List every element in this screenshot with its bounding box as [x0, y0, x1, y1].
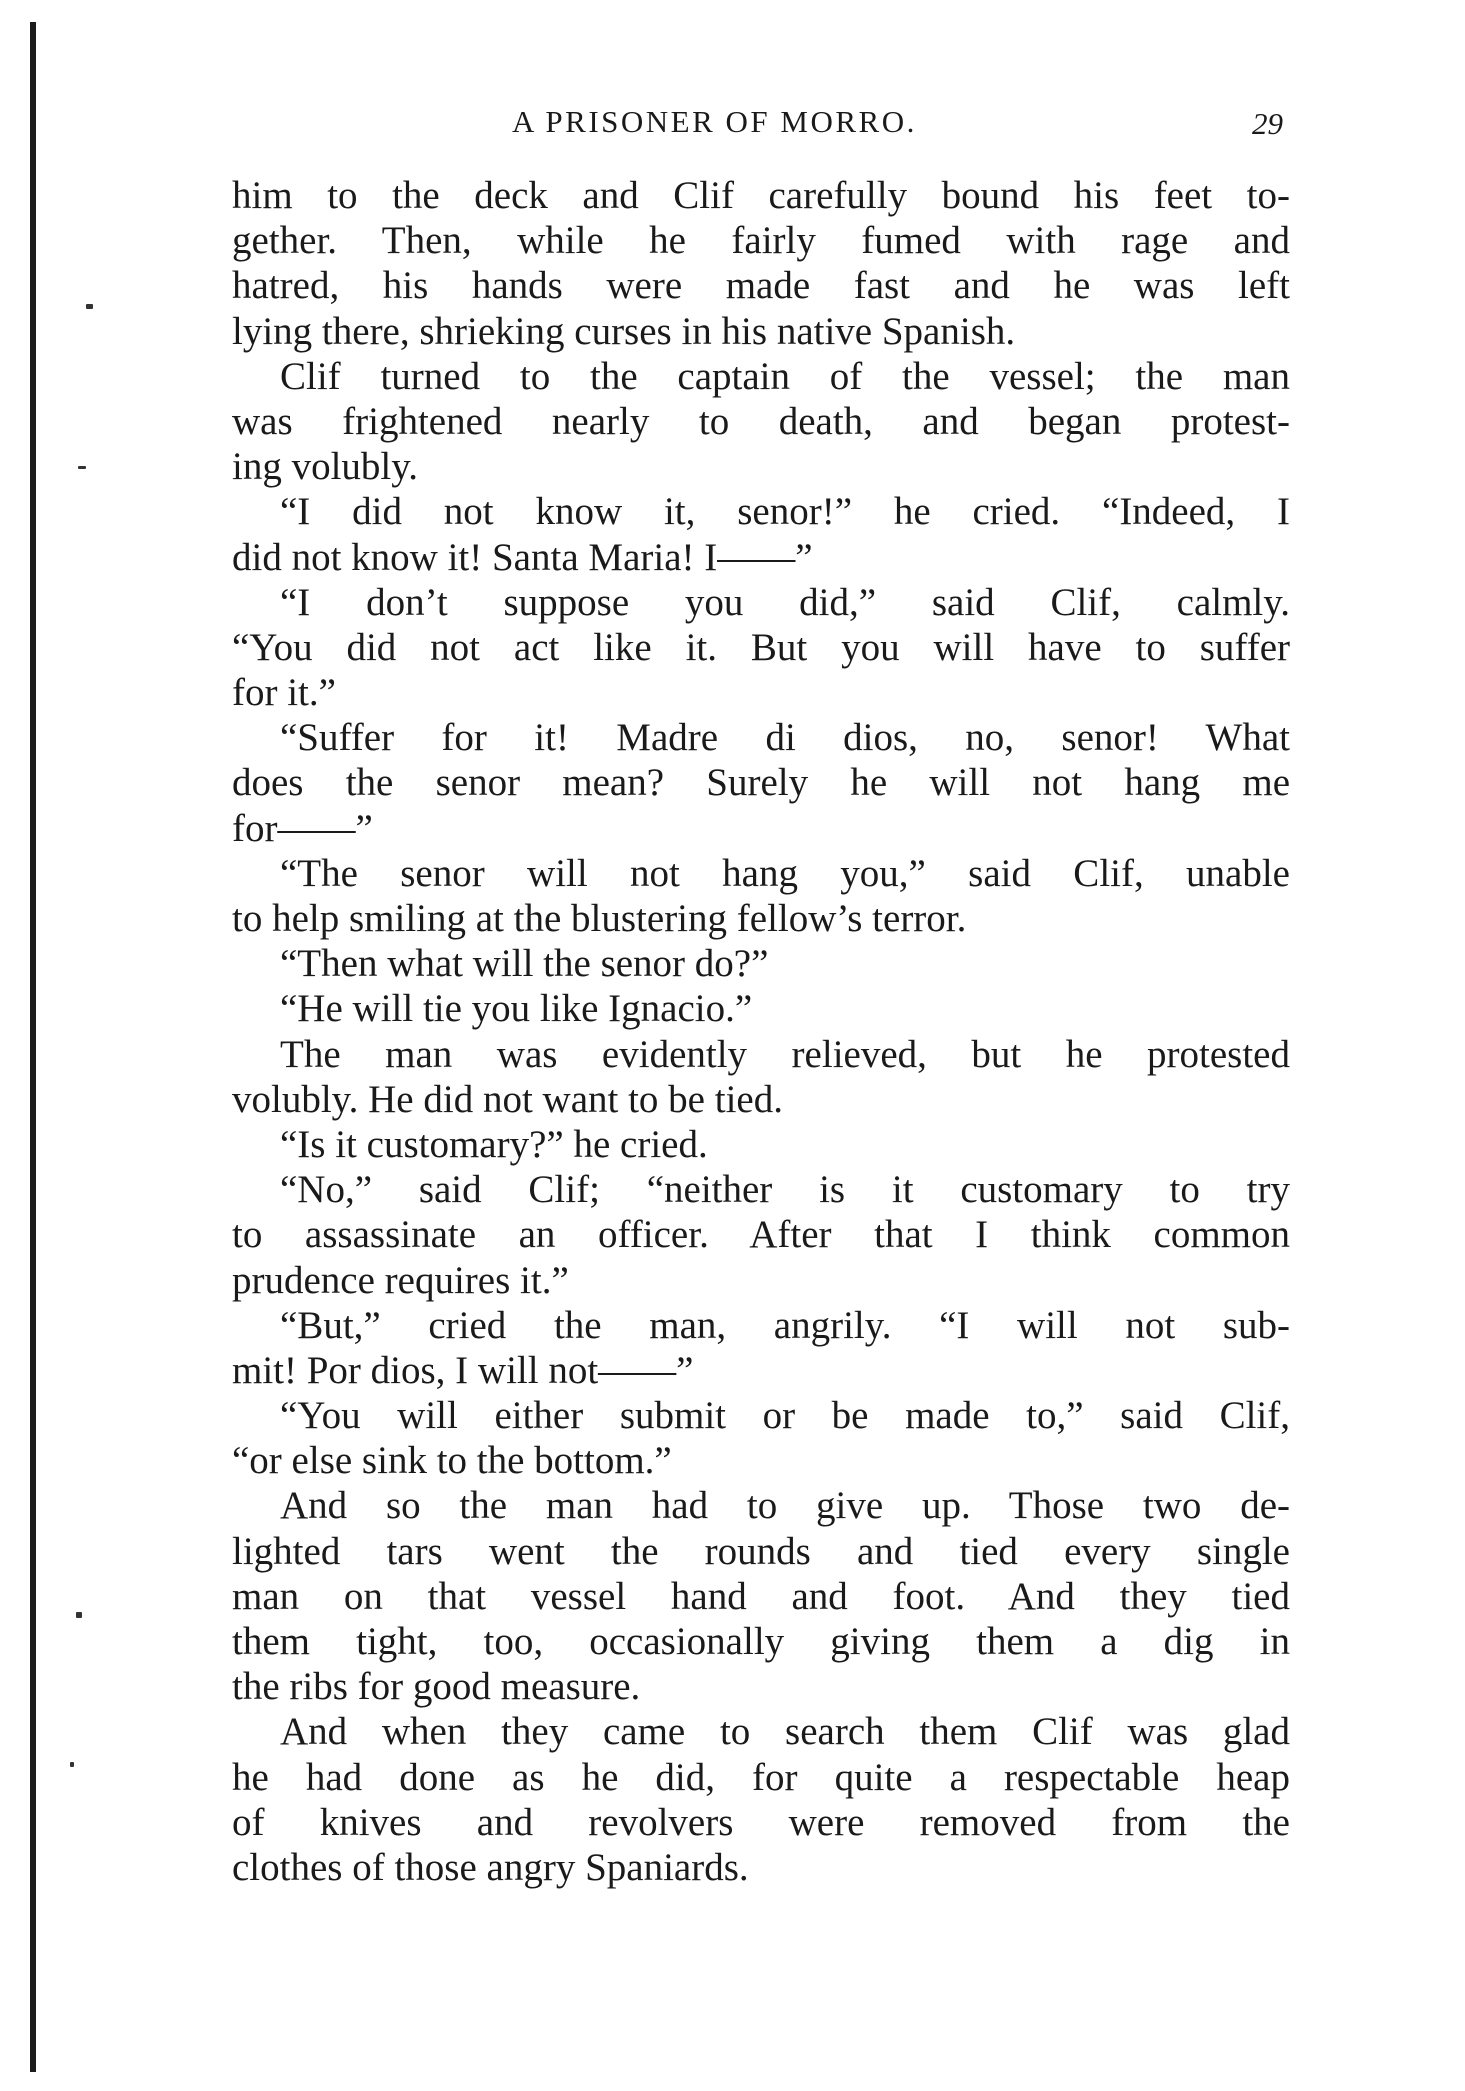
text-line: hatred, his hands were made fast and he was left [232, 264, 1290, 308]
text-line: lighted tars went the rounds and tied every single [232, 1529, 1290, 1573]
text-line: for it.” [232, 671, 336, 715]
text-line: to help smiling at the blustering fellow’s terror. [232, 897, 967, 940]
text-line: The man was evidently relieved, but he protested [280, 1032, 1290, 1076]
text-line: “No,” said Clif; “neither is it customary to try [280, 1168, 1290, 1212]
text-line: them tight, too, occasionally giving them a dig in [232, 1620, 1290, 1663]
text-line: was frightened nearly to death, and began protest- [232, 399, 1290, 443]
text-line: ing volubly. [232, 445, 418, 489]
margin-speck [76, 1612, 82, 1618]
page-number: 29 [1252, 106, 1283, 141]
text-line: him to the deck and Clif carefully bound his feet to- [232, 174, 1290, 217]
text-line: man on that vessel hand and foot. And they tied [232, 1574, 1290, 1618]
text-line: “I don’t suppose you did,” said Clif, calmly. [280, 580, 1290, 624]
text-line: mit! Por dios, I will not——” [232, 1348, 694, 1392]
text-line: clothes of those angry Spaniards. [232, 1845, 749, 1889]
text-line: of knives and revolvers were removed from the [232, 1800, 1290, 1844]
margin-speck [86, 304, 93, 309]
text-line: “Then what will the senor do?” [280, 942, 769, 986]
text-line: does the senor mean? Surely he will not hang me [232, 761, 1290, 805]
text-line: “He will tie you like Ignacio.” [280, 987, 753, 1031]
text-line: “Is it customary?” he cried. [280, 1122, 708, 1166]
text-line: the ribs for good measure. [232, 1665, 641, 1709]
text-line: “The senor will not hang you,” said Clif, unable [280, 851, 1290, 895]
text-line: “You will either submit or be made to,” said Clif, [280, 1394, 1290, 1438]
text-line: he had done as he did, for quite a respectable heap [232, 1755, 1290, 1799]
text-line: did not know it! Santa Maria! I——” [232, 535, 813, 579]
text-line: “You did not act like it. But you will have to suffer [232, 625, 1290, 669]
text-line: Clif turned to the captain of the vessel; the man [280, 354, 1290, 398]
page-binding-edge [30, 22, 36, 2072]
running-title: A PRISONER OF MORRO. [512, 104, 917, 139]
text-line: “Suffer for it! Madre di dios, no, senor! What [280, 716, 1290, 760]
margin-speck [78, 466, 86, 469]
text-line: “I did not know it, senor!” he cried. “Indeed, I [280, 490, 1290, 534]
text-line: for——” [232, 806, 373, 850]
text-line: prudence requires it.” [232, 1258, 569, 1302]
text-line: And when they came to search them Clif was glad [280, 1710, 1290, 1754]
text-line: And so the man had to give up. Those two de- [280, 1484, 1290, 1528]
text-line: to assassinate an officer. After that I think common [232, 1213, 1290, 1257]
text-line: lying there, shrieking curses in his native Spanish. [232, 309, 1016, 353]
text-line: “or else sink to the bottom.” [232, 1439, 672, 1483]
margin-speck [70, 1762, 74, 1767]
text-line: volubly. He did not want to be tied. [232, 1077, 783, 1121]
text-line: gether. Then, while he fairly fumed with rage and [232, 219, 1290, 263]
text-line: “But,” cried the man, angrily. “I will not sub- [280, 1303, 1290, 1347]
body-text [232, 173, 1290, 1890]
running-header [0, 104, 1465, 154]
